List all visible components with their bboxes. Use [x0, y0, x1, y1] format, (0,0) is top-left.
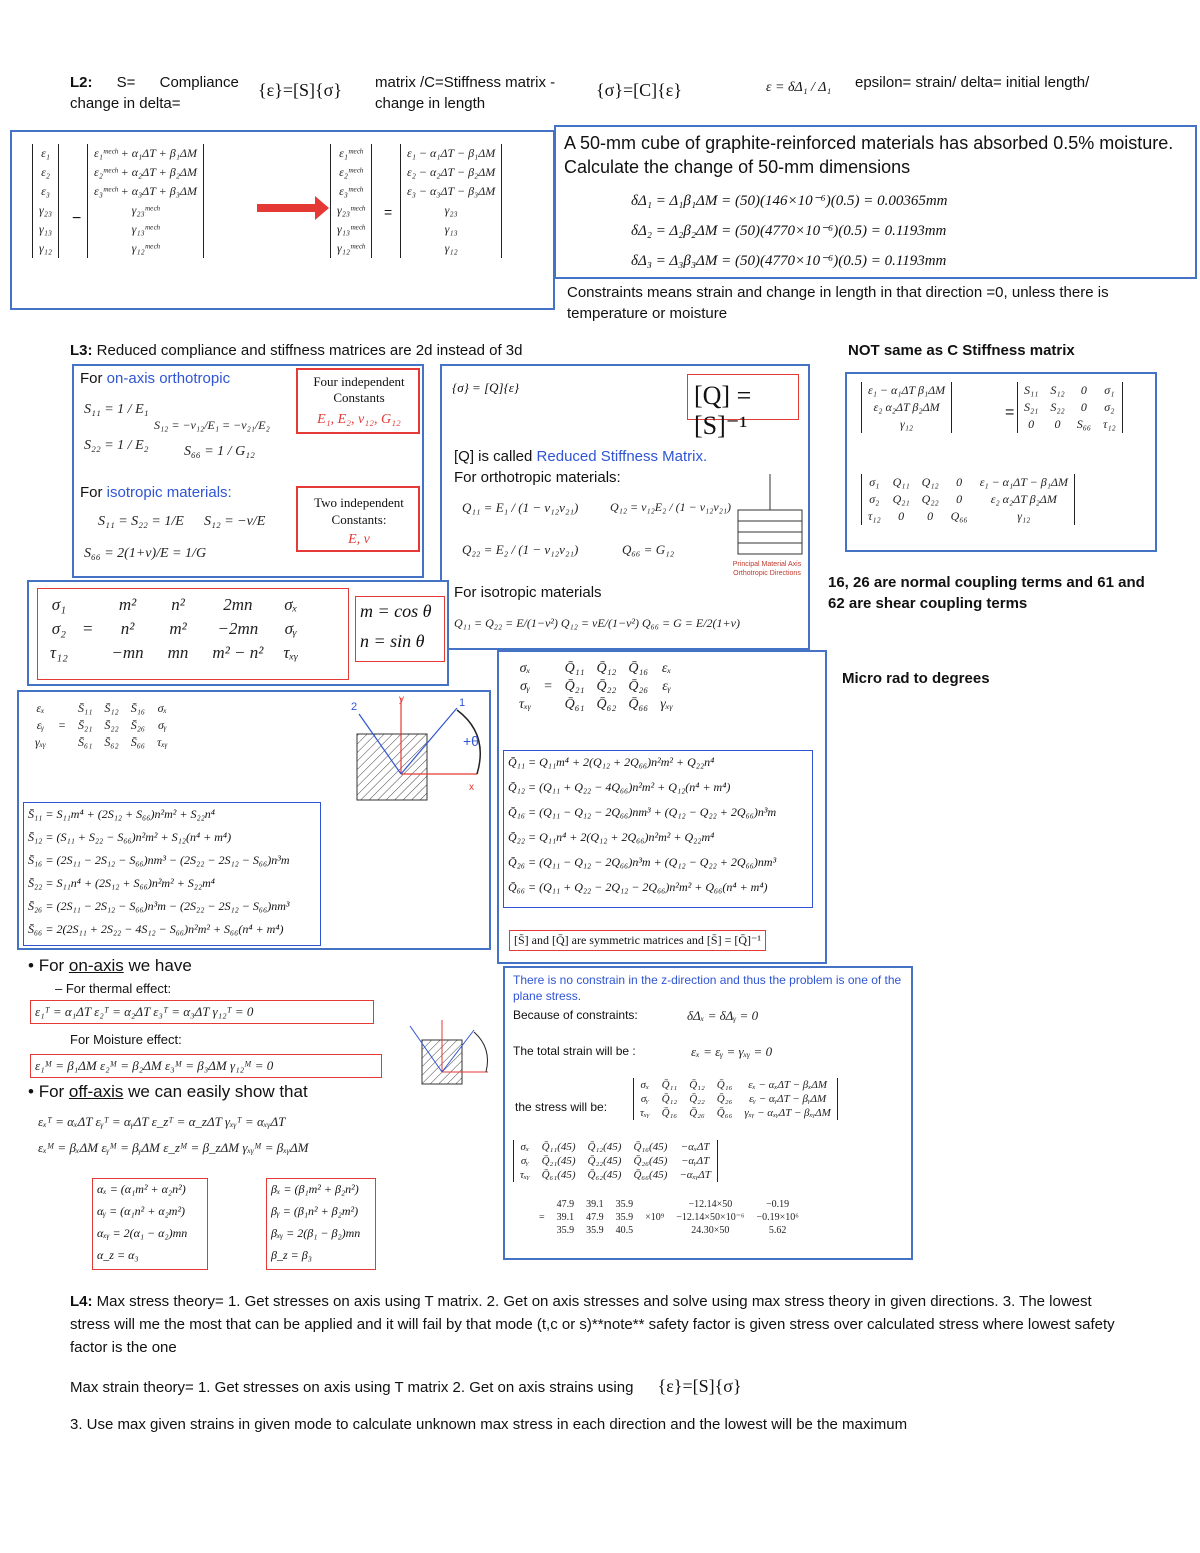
- alpha-equation: αₓᵧ = 2(α₁ − α₂)mn: [97, 1226, 188, 1240]
- t-equals: [76, 593, 99, 617]
- mechanical-strain-result-vector: [330, 144, 372, 258]
- q-iso-heading: For isotropic materials: [454, 584, 602, 601]
- s-matrix-stress: σ₁: [1104, 383, 1115, 397]
- isotropic-heading: [80, 482, 232, 503]
- s-matrix-cell: 0: [1080, 383, 1087, 397]
- q-bar-box: [497, 650, 827, 964]
- four-constants-values: E₁, E₂, ν₁₂, G₁₂: [317, 412, 401, 427]
- right-right-entry: γ₁₂: [444, 241, 458, 255]
- alpha-equation: α_z = α₃: [97, 1248, 139, 1262]
- num-cell: 47.9: [586, 1212, 604, 1223]
- thermal-eq-3: γ₁₂: [900, 417, 914, 431]
- reduced-stiffness-box: [440, 364, 810, 650]
- right-right-entry: ε₃ − α₃ΔT − β₃ΔM: [407, 184, 496, 198]
- middle-entry: γ₁₂ᵐᵉᶜʰ: [131, 241, 160, 255]
- s-matrix-cell: S₆₆: [1076, 417, 1092, 431]
- bullet-off-axis-post: we can easily show that: [128, 1082, 308, 1101]
- left-vector-entry: ε₃: [41, 184, 50, 198]
- sbar-equation: S̄₂₆ = (2S₁₁ − 2S₁₂ − S₆₆)n³m − (2S₂₂ − 2S₁₂ − S₆₆)nm³: [28, 899, 290, 913]
- isotropic-heading-link: isotropic materials:: [106, 484, 232, 501]
- l4-paragraph: [70, 1290, 1130, 1359]
- t-equals: =: [81, 619, 94, 638]
- beta-equation: β_z = β₃: [271, 1248, 312, 1262]
- right-right-entry: ε₂ − α₂ΔT − β₂ΔM: [407, 165, 496, 179]
- l4-label: L4:: [70, 1293, 93, 1310]
- on-axis-compliance-box: [72, 364, 424, 578]
- thermal-strain-left: [861, 382, 952, 433]
- hygrothermal-strain-box: [10, 130, 555, 310]
- minus-sign: −: [72, 210, 82, 227]
- q-called-pre: [Q] is called: [454, 448, 533, 465]
- num-res: −0.19×10⁶: [756, 1212, 799, 1223]
- middle-entry: γ₁₃ᵐᵉᶜʰ: [131, 222, 160, 236]
- sbar-rhs: τₓᵧ: [157, 735, 168, 749]
- l4-text: Max stress theory= 1. Get stresses on axis using T matrix. 2. Get on axis stresses and solve using max stress theory in given directions. 3. The lowest stress will me the most that can be applied and it will fail by that mode (t,c or s)**note** safety factor is given stress over calculated stress where lowest safety factor is the one: [70, 1293, 1115, 1356]
- qbar-cell: Q̄₂₆: [628, 679, 649, 694]
- num-cell: 47.9: [556, 1199, 575, 1210]
- sbar-equals: [52, 700, 72, 717]
- num-cell: 39.1: [586, 1199, 604, 1210]
- num-res: −0.19: [766, 1199, 790, 1210]
- t-rhs: σᵧ: [284, 619, 297, 638]
- q-ortho-heading: For orthotropic materials:: [454, 469, 621, 486]
- beta-equation: βᵧ = (β₁n² + β₂m²): [271, 1204, 359, 1218]
- sbar-rhs: σₓ: [157, 701, 167, 715]
- qbar-equals: [537, 660, 558, 678]
- t-rhs: τₓᵧ: [283, 643, 299, 662]
- max-strain-eq: {ε}=[S]{σ}: [657, 1376, 742, 1396]
- moisture-effect-eq: ε₁ᴹ = β₁ΔM ε₂ᴹ = β₂ΔM ε₃ᴹ = β₃ΔM γ₁₂ᴹ = 0: [35, 1058, 274, 1073]
- right-left-entry: ε₁ᵐᵉᶜʰ: [339, 146, 363, 160]
- l3-text: Reduced compliance and stiffness matrices are 2d instead of 3d: [96, 342, 523, 359]
- red-arrow-shaft: [257, 204, 319, 212]
- equals-sign: =: [384, 204, 393, 220]
- two-constants-values: E, ν: [348, 532, 370, 547]
- sbar-equals: =: [57, 718, 67, 732]
- qbar-equation: Q̄₂₂ = Q₁₁n⁴ + 2(Q₁₂ + 2Q₆₆)n²m² + Q₂₂m⁴: [508, 830, 715, 844]
- sbar-cell: S̄₆₆: [130, 735, 146, 749]
- right-right-entry: ε₁ − α₁ΔT − β₁ΔM: [407, 146, 496, 160]
- left-vector-entry: γ₁₃: [39, 222, 53, 236]
- num-res: 5.62: [768, 1225, 787, 1236]
- alpha-box: [92, 1178, 208, 1270]
- red-arrow-icon: [315, 196, 329, 220]
- l2-label: L2:: [70, 74, 93, 91]
- s-matrix-stress: σ₂: [1104, 400, 1115, 414]
- off-axis-thermal-eq: εₓᵀ = αₓΔT εᵧᵀ = αᵧΔT ε_zᵀ = α_zΔT γₓᵧᵀ = αₓᵧΔT: [38, 1114, 286, 1129]
- right-right-entry: γ₂₃: [444, 203, 458, 217]
- qbar-cell: Q̄₁₂: [596, 661, 617, 676]
- m-definition: m = cos θ: [360, 601, 432, 621]
- num-vec: −12.14×50×10⁻⁶: [676, 1212, 745, 1223]
- thermal-eq-1: ε₁ − α₁ΔT β₁ΔM: [868, 383, 946, 397]
- corrected-strain-vector: [400, 144, 502, 258]
- l3-label: L3:: [70, 342, 93, 359]
- s12-eq: S₁₂ = −ν₁₂/E₁ = −ν₂₁/E₂: [154, 418, 270, 432]
- s-matrix-cell: 0: [1080, 400, 1087, 414]
- l2-stiffness-text: [375, 72, 585, 114]
- q-matrix-equation: {σ} = [Q]{ε}: [452, 380, 520, 395]
- sbar-cell: S̄₁₂: [104, 701, 119, 715]
- t-cell: mn: [167, 643, 189, 662]
- axis-caption: Principal Material Axis Orthotropic Directions: [732, 561, 802, 577]
- left-vector-entry: ε₁: [41, 146, 50, 160]
- l2-s-eq: S=: [116, 74, 136, 91]
- l2-stress-equation: {σ}=[C]{ε}: [596, 80, 682, 100]
- plane-stress-45-matrix: σₓ Q̄₁₁(45) Q̄₁₂(45) Q̄₁₆(45) −αₓΔT σᵧ Q̄₂₁(45) Q̄₂₂(45) Q̄₂₆(45) −αᵧΔT τₓᵧ Q̄₆₁(45) Q̄₆₂(45) Q̄₆₆(45) −αₓᵧΔT: [513, 1140, 718, 1182]
- sbar-equation: S̄₁₁ = S₁₁m⁴ + (2S₁₂ + S₆₆)n²m² + S₂₂n⁴: [28, 807, 215, 821]
- num-equals: =: [539, 1212, 545, 1223]
- q-inverse-box: [687, 374, 799, 440]
- s11-eq: S₁₁ = 1 / E₁: [84, 402, 149, 417]
- qbar-cell: Q̄₁₁: [564, 661, 585, 676]
- two-constants-title: Two independent Constants:: [314, 495, 404, 527]
- because-eq: δΔₓ = δΔᵧ = 0: [687, 1008, 759, 1023]
- left-vector-entry: γ₁₂: [39, 241, 53, 255]
- isotropic-heading-pre: For: [80, 484, 103, 501]
- qbar-cell: Q̄₆₆: [628, 697, 649, 712]
- right-left-entry: γ₂₃ᵐᵉᶜʰ: [337, 203, 365, 217]
- alpha-equation: αᵧ = (α₁n² + α₂m²): [97, 1204, 186, 1218]
- s-bar-box: [17, 690, 491, 950]
- sbar-equation: S̄₁₂ = (S₁₁ + S₂₂ − S₆₆)n²m² + S₁₂(n⁴ + m⁴): [28, 830, 232, 844]
- s-bar-equations-frame: [23, 802, 321, 946]
- q12-eq: Q₁₂ = ν₁₂E₂ / (1 − ν₁₂ν₂₁): [610, 500, 732, 514]
- sbar-equation: S̄₂₂ = S₁₁n⁴ + (2S₁₂ + S₆₆)n²m² + S₂₂m⁴: [28, 876, 215, 890]
- num-factor-blank: [639, 1198, 670, 1211]
- transformation-matrix: [42, 593, 306, 665]
- qbar-equation: Q̄₁₂ = (Q₁₁ + Q₂₂ − 4Q₆₆)n²m² + Q₁₂(n⁴ + m⁴): [508, 780, 731, 794]
- on-axis-heading-link: on-axis orthotropic: [106, 370, 231, 387]
- qbar-rhs: εₓ: [661, 661, 672, 676]
- not-same-note: NOT same as C Stiffness matrix: [848, 342, 1075, 359]
- l2-header: [70, 72, 240, 114]
- num-vec: 24.30×50: [691, 1225, 730, 1236]
- four-constants-box: [296, 368, 420, 434]
- total-strain-eq: εₓ = εᵧ = γₓᵧ = 0: [691, 1044, 773, 1059]
- sbar-cell: S̄₂₁: [78, 718, 93, 732]
- iso-s12-eq: S₁₂ = −ν/E: [204, 514, 266, 529]
- s-matrix-stress: τ₁₂: [1103, 417, 1116, 431]
- sbar-cell: S̄₁₁: [78, 701, 93, 715]
- s22-eq: S₂₂ = 1 / E₂: [84, 438, 149, 453]
- plane-stress-intro: There is no constrain in the z-direction and thus the problem is one of the plane stress.: [513, 973, 902, 1003]
- q-row-2: ε₂ α₂ΔT β₂ΔM: [990, 492, 1057, 506]
- plane-stress-symbolic-matrix: σₓ Q̄₁₁ Q̄₁₂ Q̄₁₆ εₓ − αₓΔT − βₓΔM σᵧ Q̄₁₂ Q̄₂₂ Q̄₂₆ εᵧ − αᵧΔT − βᵧΔM τₓᵧ Q̄₁₆ Q̄₂₆ Q̄₆₆ γₓᵧ − αₓᵧΔT − βₓᵧΔM: [633, 1078, 838, 1120]
- s-matrix-cell: S₂₂: [1050, 400, 1065, 414]
- num-equals: [533, 1224, 551, 1237]
- axis-1-label: 1: [459, 697, 466, 709]
- s-matrix-cell: S₂₁: [1024, 400, 1039, 414]
- t-lhs: τ₁₂: [50, 643, 68, 662]
- beta-box: [266, 1178, 376, 1270]
- theta-label: +θ: [463, 733, 479, 749]
- bullet-off-axis-pre: For: [38, 1082, 65, 1101]
- sbar-equation: S̄₁₆ = (2S₁₁ − 2S₁₂ − S₆₆)nm³ − (2S₂₂ − 2S₁₂ − S₆₆)n³m: [28, 853, 290, 867]
- thermal-effect-label: – For thermal effect:: [55, 981, 172, 996]
- bullet-off-axis-link: off-axis: [68, 1082, 124, 1101]
- s66-eq: S₆₆ = 1 / G₁₂: [184, 444, 255, 459]
- stress-label: the stress will be:: [515, 1100, 608, 1114]
- x-axis-label: x: [469, 782, 474, 793]
- cube-example-title: A 50-mm cube of graphite-reinforced materials has absorbed 0.5% moisture. Calculate the change of 50-mm dimensions: [564, 133, 1174, 177]
- q-row-3: γ₁₂: [1017, 509, 1031, 523]
- total-strain-label: The total strain will be :: [513, 1044, 636, 1058]
- left-vector-entry: ε₂: [41, 165, 50, 179]
- qbar-lhs: τₓᵧ: [519, 697, 532, 712]
- q-iso-eq: Q₁₁ = Q₂₂ = E/(1−ν²) Q₁₂ = νE/(1−ν²) Q₆₆ = G = E/2(1+ν): [454, 616, 740, 630]
- q-row-1: ε₁ − α₁ΔT − β₁ΔM: [979, 475, 1068, 489]
- q22-eq: Q₂₂ = E₂ / (1 − ν₁₂ν₂₁): [462, 542, 579, 557]
- y-axis-label: y: [399, 694, 404, 705]
- moisture-effect-box: [30, 1054, 382, 1078]
- l3-line: [70, 340, 522, 361]
- s-matrix-cell: 0: [1028, 417, 1035, 431]
- right-left-entry: ε₃ᵐᵉᶜʰ: [339, 184, 363, 198]
- max-strain-step3: 3. Use max given strains in given mode to calculate unknown max stress in each direction and the lowest will be the maximum: [70, 1416, 908, 1433]
- bullet-on-axis-post: we have: [128, 956, 192, 975]
- qbar-cell: Q̄₂₂: [596, 679, 617, 694]
- iso-s66-eq: S₆₆ = 2(1+ν)/E = 1/G: [84, 546, 207, 561]
- thermal-eq-2: ε₂ α₂ΔT β₂ΔM: [873, 400, 940, 414]
- qbar-equation: Q̄₆₆ = (Q₁₁ + Q₂₂ − 2Q₁₂ − 2Q₆₆)n²m² + Q₆₆(n⁴ + m⁴): [508, 880, 768, 894]
- t-equals: [76, 641, 99, 665]
- t-lhs: σ₁: [51, 595, 67, 614]
- right-left-entry: γ₁₂ᵐᵉᶜʰ: [337, 241, 365, 255]
- num-cell: 35.9: [556, 1225, 575, 1236]
- l2-change-length: change in length: [375, 95, 486, 112]
- q-thermal-matrix: σ₁ Q₁₁ Q₁₂ 0 ε₁ − α₁ΔT − β₁ΔM σ₂ Q₂₁ Q₂₂ 0 ε₂ α₂ΔT β₂ΔM τ₁₂ 0 0 Q₆₆ γ₁₂: [861, 474, 1075, 525]
- num-factor-blank: [639, 1224, 670, 1237]
- q-bar-matrix: [513, 660, 679, 714]
- num-cell: 35.9: [586, 1225, 604, 1236]
- t-lhs: σ₂: [51, 619, 67, 638]
- m-n-definition-box: [355, 596, 445, 662]
- q11-eq: Q₁₁ = E₁ / (1 − ν₁₂ν₂₁): [462, 500, 579, 515]
- qbar-rhs: γₓᵧ: [660, 697, 673, 712]
- q-bar-equations-frame: [503, 750, 813, 908]
- right-right-entry: γ₁₃: [444, 222, 458, 236]
- bullet-on-axis: • For on-axis we have: [28, 956, 192, 975]
- qbar-cell: Q̄₆₁: [564, 697, 585, 712]
- cube-example-box: [554, 125, 1197, 279]
- bullet-on-axis-pre: For: [38, 956, 65, 975]
- l2-strain-equation: {ε}=[S]{σ}: [258, 80, 342, 100]
- transformation-box: [27, 580, 449, 686]
- q-called-link: Reduced Stiffness Matrix.: [536, 448, 708, 465]
- plane-stress-box: [503, 966, 913, 1260]
- left-vector-entry: γ₂₃: [39, 203, 53, 217]
- sbar-cell: S̄₆₁: [78, 735, 93, 749]
- right-left-entry: ε₂ᵐᵉᶜʰ: [339, 165, 363, 179]
- t-cell: 2mn: [223, 595, 253, 614]
- small-rotated-axes-diagram: [400, 1012, 496, 1092]
- qbar-equals: =: [543, 679, 553, 694]
- n-definition: n = sin θ: [360, 631, 425, 651]
- beta-equation: βₓᵧ = 2(β₁ − β₂)mn: [271, 1226, 361, 1240]
- q66-eq: Q₆₆ = G₁₂: [622, 542, 675, 557]
- qbar-cell: Q̄₁₆: [628, 661, 649, 676]
- qbar-rhs: εᵧ: [662, 679, 671, 694]
- thermal-effect-box: [30, 1000, 374, 1024]
- t-cell: m²: [169, 619, 187, 638]
- sbar-cell: S̄₁₆: [130, 701, 146, 715]
- two-constants-box: [296, 486, 420, 552]
- num-cell: 35.9: [615, 1199, 634, 1210]
- l2-matrix-stiffness: matrix /C=Stiffness matrix -: [375, 74, 556, 91]
- right-left-entry: γ₁₃ᵐᵉᶜʰ: [337, 222, 365, 236]
- sbar-lhs: εₓ: [36, 701, 45, 715]
- s-matrix-cell: S₁₁: [1024, 383, 1039, 397]
- cube-eq-3: δΔ₃ = Δ₃β₃ΔM = (50)(4770×10⁻⁶)(0.5) = 0.1193mm: [631, 253, 947, 269]
- qbar-lhs: σₓ: [519, 661, 531, 676]
- s-matrix-cell: S₁₂: [1050, 383, 1065, 397]
- num-cell: 35.9: [615, 1212, 634, 1223]
- middle-entry: ε₁ᵐᵉᶜʰ + α₁ΔT + β₁ΔM: [94, 146, 197, 160]
- cube-eq-1: δΔ₁ = Δ₁β₁ΔM = (50)(146×10⁻⁶)(0.5) = 0.00365mm: [631, 193, 948, 209]
- cube-eq-2: δΔ₂ = Δ₂β₂ΔM = (50)(4770×10⁻⁶)(0.5) = 0.1193mm: [631, 223, 947, 239]
- thermal-effect-eq: ε₁ᵀ = α₁ΔT ε₂ᵀ = α₂ΔT ε₃ᵀ = α₃ΔT γ₁₂ᵀ = 0: [35, 1004, 254, 1019]
- sbar-equation: S̄₆₆ = 2(2S₁₁ + 2S₂₂ − 4S₁₂ − S₆₆)n²m² + S₆₆(n⁴ + m⁴): [28, 922, 284, 936]
- middle-entry: ε₃ᵐᵉᶜʰ + α₃ΔT + β₃ΔM: [94, 184, 197, 198]
- on-axis-heading-pre: For: [80, 370, 103, 387]
- qbar-equation: Q̄₂₆ = (Q₁₁ − Q₁₂ − 2Q₆₆)n³m + (Q₁₂ − Q₂₂ + 2Q₆₆)nm³: [508, 855, 777, 869]
- num-cell: 40.5: [615, 1225, 634, 1236]
- bullet-off-axis: • For off-axis we can easily show that: [28, 1082, 308, 1101]
- iso-s11-eq: S₁₁ = S₂₂ = 1/E: [98, 514, 184, 529]
- l2-epsilon-text: epsilon= strain/ delta= initial length/: [855, 74, 1090, 91]
- t-rhs: σₓ: [284, 595, 298, 614]
- qbar-cell: Q̄₆₂: [596, 697, 617, 712]
- sbar-cell: S̄₆₂: [104, 735, 119, 749]
- off-axis-moisture-eq: εₓᴹ = βₓΔM εᵧᴹ = βᵧΔM ε_zᴹ = β_zΔM γₓᵧᴹ = βₓᵧΔM: [38, 1140, 309, 1155]
- constraints-note: Constraints means strain and change in length in that direction =0, unless there is temperature or moisture: [567, 284, 1109, 322]
- middle-entry: ε₂ᵐᵉᶜʰ + α₂ΔT + β₂ΔM: [94, 165, 197, 179]
- s-bar-matrix: [29, 700, 174, 751]
- s-matrix-cell: 0: [1054, 417, 1061, 431]
- qbar-equals: [537, 696, 558, 714]
- t-cell: −mn: [111, 643, 144, 662]
- rotated-axes-diagram: [339, 694, 489, 804]
- t-cell: m² − n²: [212, 643, 264, 662]
- on-axis-heading: [80, 368, 230, 389]
- t-cell: −2mn: [217, 619, 259, 638]
- l2-epsilon-equation: ε = δΔ₁ / Δ₁: [766, 80, 832, 95]
- coupling-note: 16, 26 are normal coupling terms and 61 and 62 are shear coupling terms: [828, 574, 1145, 612]
- sbar-rhs: σᵧ: [157, 718, 167, 732]
- q-called-line: [454, 446, 707, 467]
- middle-entry: γ₂₃ᵐᵉᶜʰ: [131, 203, 160, 217]
- because-constraints: Because of constraints:: [513, 1008, 638, 1022]
- num-factor: ×10⁹: [645, 1212, 665, 1223]
- alpha-equation: αₓ = (α₁m² + α₂n²): [97, 1182, 186, 1196]
- num-cell: 39.1: [556, 1212, 575, 1223]
- sbar-lhs: γₓᵧ: [35, 735, 46, 749]
- t-cell: n²: [171, 595, 185, 614]
- num-vec: −12.14×50: [688, 1199, 733, 1210]
- max-strain-line: [70, 1376, 742, 1398]
- four-constants-title: Four independent Constants: [313, 374, 405, 405]
- mechanical-strain-vector: [87, 144, 204, 258]
- qbar-equation: Q̄₁₁ = Q₁₁m⁴ + 2(Q₁₂ + 2Q₆₆)n²m² + Q₂₂n⁴: [508, 755, 715, 769]
- qbar-equation: Q̄₁₆ = (Q₁₁ − Q₁₂ − 2Q₆₆)nm³ + (Q₁₂ − Q₂₂ + 2Q₆₆)n³m: [508, 805, 777, 819]
- qbar-lhs: σᵧ: [520, 679, 531, 694]
- transformation-matrix-frame: [37, 588, 349, 680]
- bullet-on-axis-link: on-axis: [68, 956, 124, 975]
- sbar-equals: [52, 734, 72, 751]
- num-equals: [533, 1198, 551, 1211]
- micro-rad-note: Micro rad to degrees: [842, 670, 990, 687]
- moisture-effect-label: For Moisture effect:: [70, 1032, 182, 1047]
- sbar-cell: S̄₂₆: [130, 718, 146, 732]
- t-cell: n²: [120, 619, 135, 638]
- axis-2-label: 2: [351, 701, 358, 713]
- qbar-cell: Q̄₂₁: [564, 679, 585, 694]
- max-strain-text: Max strain theory= 1. Get stresses on axis using T matrix 2. Get on axis strains using: [70, 1379, 634, 1396]
- thermal-stiffness-box: ε₁ − α₁ΔT β₁ΔM ε₂ α₂ΔT β₂ΔM γ₁₂ = S₁₁ S₁₂ 0 σ₁ S₂₁ S₂₂ 0 σ₂ 0 0 S₆₆ τ₁₂ σ₁ Q₁₁ Q₁₂ 0 ε₁ − α₁ΔT − β₁ΔM σ₂ Q₂₁ Q₂₂ 0 ε₂ α₂ΔT β₂ΔM τ₁₂ 0 0 Q₆₆ γ₁₂: [845, 372, 1157, 552]
- beta-equation: βₓ = (β₁m² + β₂n²): [271, 1182, 359, 1196]
- plane-stress-numeric: [533, 1198, 805, 1237]
- sbar-lhs: εᵧ: [36, 718, 45, 732]
- l2-change-in-delta: change in delta=: [70, 95, 181, 112]
- q-inverse-equation: [Q] = [S]⁻¹: [694, 381, 752, 440]
- s-matrix: [1017, 382, 1123, 433]
- strain-vector-left: [32, 144, 59, 258]
- symmetric-note: [S̄] and [Q̄] are symmetric matrices and [S̄] = [Q̄]⁻¹: [509, 930, 766, 951]
- sbar-cell: S̄₂₂: [104, 718, 119, 732]
- l2-compliance: Compliance: [159, 74, 239, 91]
- t-cell: m²: [118, 595, 137, 614]
